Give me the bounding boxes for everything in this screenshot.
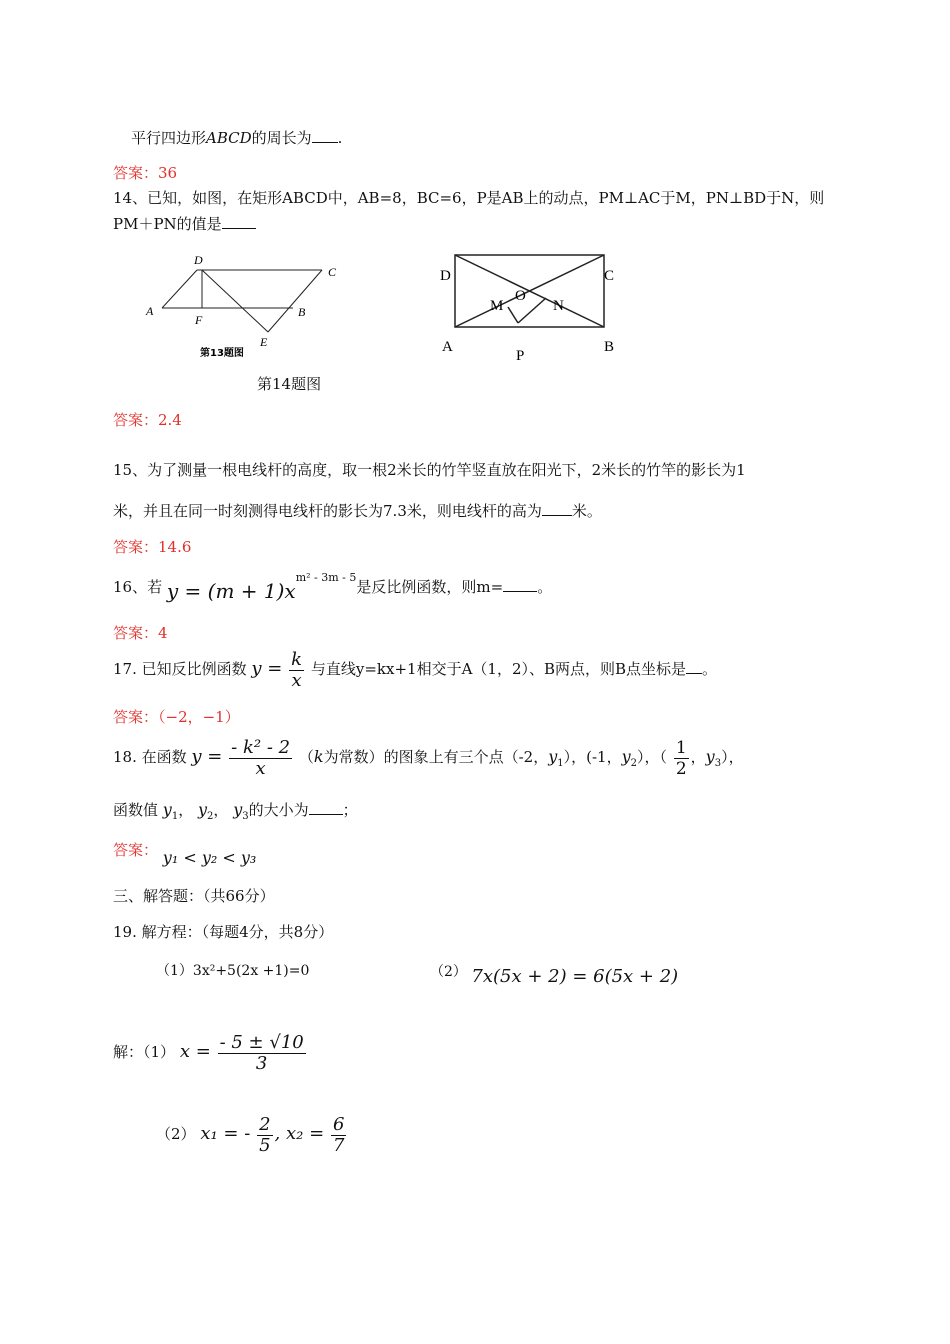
q19-sol2-label: （2）	[156, 1125, 196, 1143]
q13-answer: 答案：36	[113, 164, 178, 182]
q18-mid4: ），（	[637, 748, 668, 766]
q18-half-num: 1	[675, 737, 687, 758]
fig13-label-b: B	[298, 305, 306, 319]
q19-sol2-x2: , x₂ =	[274, 1123, 325, 1144]
q17-blank	[686, 659, 702, 674]
q13-prefix: 平行四边形	[131, 129, 207, 147]
q17-end: 。	[702, 660, 718, 678]
q18-mid5: ，	[690, 748, 706, 766]
q18-y: y =	[191, 746, 223, 767]
fig13-label-e: E	[260, 335, 268, 349]
fig13-label-f: F	[195, 313, 203, 327]
q19-solution2	[156, 1112, 348, 1156]
q15-text-line2b: 米。	[571, 502, 602, 520]
q19-sol1-lhs: x =	[179, 1041, 211, 1062]
q16-line	[113, 570, 553, 603]
q17-numerator: k	[291, 648, 303, 670]
q16-formula: y = (m + 1)x	[166, 579, 296, 603]
q18-line2b: 的大小为	[248, 801, 309, 819]
q18-prefix: 18. 在函数	[113, 748, 187, 766]
q18-y1: y	[548, 747, 558, 766]
q14-answer: 答案：2.4	[113, 411, 182, 429]
q18-line2c: ；	[342, 801, 358, 819]
q15-text-line2	[113, 501, 602, 521]
q15-text-line2a: 米，并且在同一时刻测得电线杆的影长为7.3米，则电线杆的高为	[113, 502, 542, 520]
q18-blank	[309, 800, 343, 815]
q14-text-line2-label: PM＋PN的值是	[113, 215, 222, 233]
q13-line	[131, 128, 342, 148]
q18-mid1: （	[298, 748, 314, 766]
fig14-label-o: O	[515, 288, 526, 304]
q18-mid6: ），	[721, 748, 744, 766]
q16-exponent: m² - 3m - 5	[295, 571, 357, 584]
q17-suffix: 与直线y=kx+1相交于A（1，2）、B两点，则B点坐标是	[310, 660, 687, 678]
fig14-label-a: A	[442, 339, 453, 355]
q17-prefix: 17. 已知反比例函数	[113, 660, 247, 678]
q19-sol1-denominator: 3	[255, 1052, 268, 1074]
fig14-label-b: B	[604, 339, 615, 355]
q16-answer: 答案：4	[113, 624, 168, 642]
q15-blank	[542, 501, 572, 516]
q13-blank	[312, 128, 338, 143]
q16-prefix: 16、若	[113, 578, 163, 596]
fig13-edge-ce	[268, 270, 322, 332]
q18-y2: y	[621, 747, 631, 766]
q18-half	[674, 738, 689, 779]
q14-text-line1: 14、已知，如图，在矩形ABCD中，AB=8，BC=6，P是AB上的动点，PM⊥AC于M，PN⊥BD于N，则	[113, 189, 825, 207]
q19-sol2-n1: 2	[259, 1113, 271, 1135]
q13-suffix: 的周长为	[251, 129, 312, 147]
q18-half-den: 2	[675, 758, 687, 779]
q19-part1: （1）3x²+5(2x +1)=0	[156, 963, 310, 979]
q18-line2: 函数值 $y_1$， $y_2$， $y_3$的大小为 ；	[113, 800, 358, 822]
section3-title: 三、解答题：（共66分）	[113, 887, 275, 905]
q19-solution1	[113, 1030, 308, 1074]
q19-sol2-d1: 5	[259, 1134, 271, 1156]
q18-y3: y	[705, 747, 715, 766]
q16-suffix-b: 。	[537, 578, 553, 596]
q19-solution-label: 解：（1）	[113, 1043, 176, 1061]
q19-sol2-n2: 6	[332, 1113, 345, 1135]
q16-blank	[503, 577, 537, 592]
q13-shape: ABCD	[206, 129, 252, 147]
q18-denominator: x	[255, 757, 266, 779]
q18-line2a: 函数值	[113, 801, 159, 819]
q18-numerator: - k² - 2	[231, 736, 291, 758]
q19-title: 19. 解方程：（每题4分，共8分）	[113, 923, 334, 941]
q19-sol1-fraction	[218, 1033, 306, 1074]
q19-part2	[430, 961, 679, 987]
q16-suffix-a: 是反比例函数，则m=	[356, 578, 504, 596]
fig13-edge-de	[202, 270, 268, 332]
q18-line1: 18. 在函数 y = $\frac{\text{- k² - 2}}{x}$ （k为常数）的图象上有三个点（-2，$y_1$），(-1，$y_2$），（ $\frac{1}{2}$ ，$y_3$），	[113, 736, 744, 779]
q19-sol2-fraction2	[331, 1115, 346, 1156]
q14-blank	[222, 214, 256, 229]
q18-answer-label: 答案：	[113, 841, 159, 859]
q17-fraction	[289, 650, 304, 691]
q15-answer: 答案：14.6	[113, 538, 192, 556]
fig14-label-p: P	[516, 348, 525, 364]
q19-part2-formula: 7x(5x + 2) = 6(5x + 2)	[471, 966, 679, 987]
q18-k: k	[313, 747, 324, 766]
fig14-label-m: M	[490, 298, 504, 314]
q13-end: .	[337, 129, 343, 147]
q17-answer: 答案：（−2，−1）	[113, 708, 240, 726]
q19-sol1-numerator: - 5 ± √10	[219, 1031, 304, 1053]
fig14-label-c: C	[604, 268, 615, 284]
q14-figure-caption: 第14题图	[257, 375, 322, 393]
q19-sol2-d2: 7	[332, 1134, 345, 1156]
q18-answer	[113, 840, 257, 867]
q19-sol2-fraction1	[257, 1115, 272, 1156]
q17-y: y =	[251, 658, 283, 679]
q19-part2-label: （2）	[430, 964, 467, 980]
figure-13	[140, 250, 340, 360]
fig13-edge-ad	[162, 270, 197, 308]
q18-answer-math: y₁ < y₂ < y₃	[162, 848, 257, 867]
q17-line	[113, 647, 717, 691]
q19-sol2-x1: x₁ = -	[200, 1123, 251, 1144]
q18-mid3: ），(-1，	[563, 748, 622, 766]
q14-text-line2	[113, 214, 256, 234]
q17-denominator: x	[291, 669, 302, 691]
fig14-label-n: N	[553, 298, 564, 314]
fig14-segment-pm	[508, 307, 518, 323]
fig13-label-c: C	[328, 265, 337, 279]
figure-14	[438, 255, 638, 375]
fig13-caption: 第13题图	[200, 348, 244, 359]
fig13-label-a: A	[146, 304, 154, 318]
q18-mid2: 为常数）的图象上有三个点（-2，	[323, 748, 549, 766]
fig13-label-d: D	[194, 253, 203, 267]
q18-fraction	[229, 738, 292, 779]
q15-text-line1: 15、为了测量一根电线杆的高度，取一根2米长的竹竿竖直放在阳光下，2米长的竹竿的影长为1	[113, 461, 746, 479]
fig14-label-d: D	[440, 268, 451, 284]
